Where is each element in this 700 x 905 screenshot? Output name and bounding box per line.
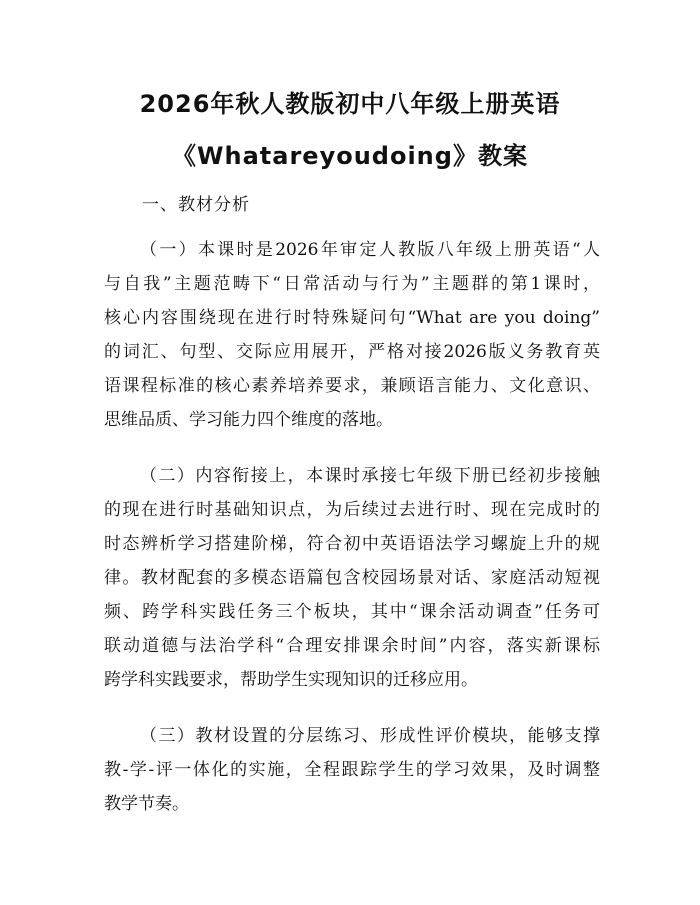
paragraph-line: 思维品质、学习能力四个维度的落地。 — [104, 410, 393, 430]
paragraph-line: 时态辨析学习搭建阶梯，符合初中英语语法学习螺旋上升的规 — [104, 534, 600, 554]
paragraph-line: 联动道德与法治学科“合理安排课余时间”内容，落实新课标 — [104, 636, 600, 656]
document-title-line-2: 《Whatareyoudoing》教案 — [172, 142, 528, 170]
section-heading: 一、教材分析 — [142, 195, 250, 215]
paragraph-line: （二）内容衔接上，本课时承接七年级下册已经初步接触 — [140, 466, 600, 486]
paragraph-line: 教-学-评一体化的实施，全程跟踪学生的学习效果，及时调整 — [104, 760, 600, 780]
document-title-line-1: 2026年秋人教版初中八年级上册英语 — [139, 90, 561, 118]
paragraph-1 — [104, 233, 600, 437]
paragraph-line: 核心内容围绕现在进行时特殊疑问句“What are you doing” — [104, 308, 600, 328]
paragraph-2 — [104, 459, 600, 697]
paragraph-line: 的现在进行时基础知识点，为后续过去进行时、现在完成时的 — [104, 500, 600, 520]
paragraph-line: 与自我”主题范畴下“日常活动与行为”主题群的第1课时， — [104, 274, 600, 294]
paragraph-line: 语课程标准的核心素养培养要求，兼顾语言能力、文化意识、 — [104, 376, 600, 396]
paragraph-line: 的词汇、句型、交际应用展开，严格对接2026版义务教育英 — [104, 342, 600, 362]
paragraph-line: 教学节奏。 — [104, 794, 189, 814]
paragraph-line: （一）本课时是2026年审定人教版八年级上册英语“人 — [140, 240, 600, 260]
paragraph-line: 跨学科实践要求，帮助学生实现知识的迁移应用。 — [104, 670, 478, 690]
paragraph-line: 律。教材配套的多模态语篇包含校园场景对话、家庭活动短视 — [104, 568, 600, 588]
paragraph-line: （三）教材设置的分层练习、形成性评价模块，能够支撑 — [140, 726, 600, 746]
paragraph-3 — [104, 719, 600, 821]
paragraph-line: 频、跨学科实践任务三个板块，其中“课余活动调查”任务可 — [104, 602, 600, 622]
